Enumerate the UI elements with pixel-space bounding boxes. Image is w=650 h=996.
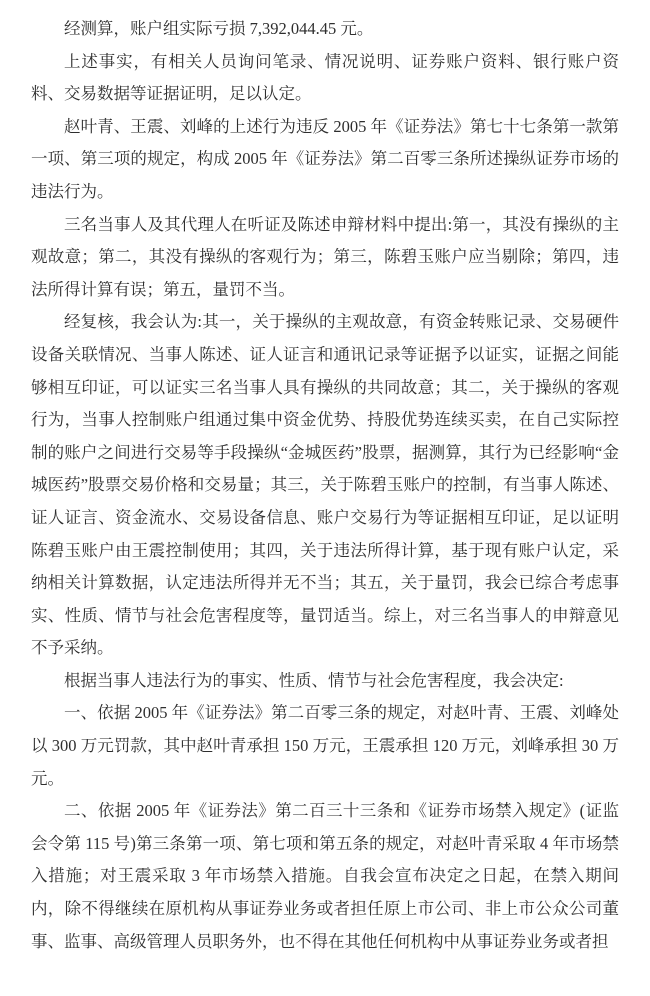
paragraph-loss-amount: 经测算，账户组实际亏损 7,392,044.45 元。 bbox=[64, 19, 374, 38]
paragraph-review-response: 经复核，我会认为:其一，关于操纵的主观故意，有资金转账记录、交易硬件设备关联情况、当事人陈述、证人证言和通讯记录等证据予以证实，证据之间能够相互印证，可以证实三名当事人具有操纵的共同故意；其二，关于操纵的客观行为，当事人控制账户组通过集中资金优势、持股优势连续买卖，在自己实际控制的账户之间进行交易等手段操纵“金城医药”股票，据测算，其行为已经影响“金城医药”股票交易价格和交易量；其三，关于陈碧玉账户的控制，有当事人陈述、证人证言、资金流水、交易设备信息、账户交易行为等证据相互印证，足以证明陈碧玉账户由王震控制使用；其四，关于违法所得计算，基于现有账户认定，采纳相关计算数据，认定违法所得并无不当；其五，关于量罚，我会已综合考虑事实、性质、情节与社会危害程度等，量罚适当。综上，对三名当事人的申辩意见不予采纳。 bbox=[31, 312, 619, 658]
paragraph-decision-item-2-market-ban: 二、依据 2005 年《证券法》第二百三十三条和《证券市场禁入规定》(证监会令第 115 号)第三条第一项、第七项和第五条的规定，对赵叶青采取 4 年市场禁入措施；对王震采取 3 年市场禁入措施。自我会宣布决定之日起，在禁入期间内，除不得继续在原机构从事证券业务或者担任原上市公司、非上市公众公司董事、监事、高级管理人员职务外，也不得在其他任何机构中从事证券业务或者担 bbox=[31, 801, 619, 951]
paragraph-decision-item-1-fine: 一、依据 2005 年《证券法》第二百零三条的规定，对赵叶青、王震、刘峰处以 300 万元罚款，其中赵叶青承担 150 万元，王震承担 120 万元，刘峰承担 30 万元。 bbox=[31, 703, 619, 788]
paragraph-violation-finding: 赵叶青、王震、刘峰的上述行为违反 2005 年《证券法》第七十七条第一款第一项、第三项的规定，构成 2005 年《证券法》第二百零三条所述操纵证券市场的违法行为。 bbox=[31, 116, 619, 201]
paragraph-evidence-summary: 上述事实，有相关人员询问笔录、情况说明、证券账户资料、银行账户资料、交易数据等证据证明，足以认定。 bbox=[31, 51, 619, 104]
paragraph-defense-claims: 三名当事人及其代理人在听证及陈述申辩材料中提出:第一，其没有操纵的主观故意；第二，其没有操纵的客观行为；第三，陈碧玉账户应当剔除；第四，违法所得计算有误；第五，量罚不当。 bbox=[31, 214, 619, 299]
paragraph-decision-intro: 根据当事人违法行为的事实、性质、情节与社会危害程度，我会决定: bbox=[64, 670, 564, 690]
